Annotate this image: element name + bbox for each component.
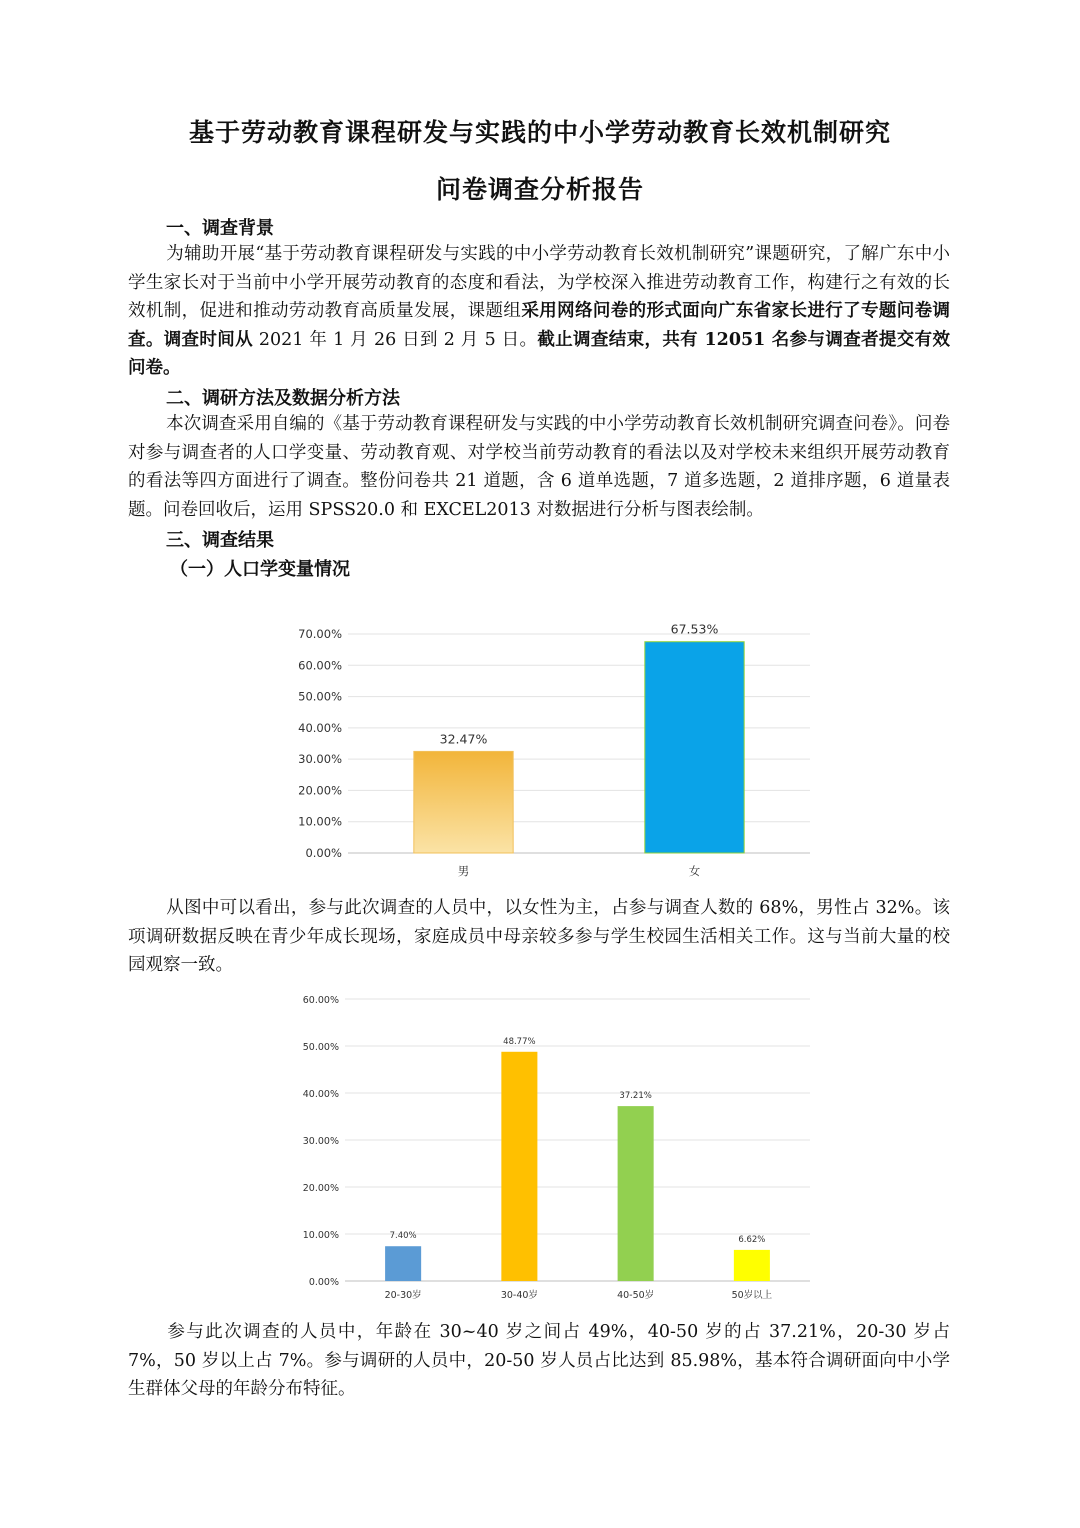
gender-bar-chart (280, 610, 820, 885)
y-tick-label: 20.00% (298, 783, 342, 798)
x-tick-label: 男 (457, 864, 470, 878)
y-tick-label: 30.00% (298, 752, 342, 767)
y-tick-label: 0.00% (305, 846, 342, 860)
data-label: 7.40% (389, 1231, 417, 1242)
x-tick-label: 50岁以上 (731, 1290, 773, 1301)
section3-heading: 三、调查结果 (166, 530, 274, 551)
data-label: 32.47% (439, 731, 488, 747)
report-title-line1: 基于劳动教育课程研发与实践的中小学劳动教育长效机制研究 (188, 118, 891, 147)
s1-text-b: 采用网络问卷的形式面向广东省家长进行了专题问卷调查。调查时间从 (128, 301, 950, 350)
y-tick-label: 60.00% (302, 995, 339, 1006)
data-label: 6.62% (738, 1234, 766, 1245)
section1-heading: 一、调查背景 (166, 218, 274, 239)
age-text: 参与此次调查的人员中，年龄在 30~40 岁之间占 49%，40-50 岁的占 37.21%，20-30 岁占 7%，50 岁以上占 7%。参与调研的人员中，20-50 岁人员占比达到 85.98%，基本符合调研面向中小学生群体父母的年龄分布特征。 (128, 1322, 950, 1399)
s1-text-a: 为辅助开展“基于劳动教育课程研发与实践的中小学劳动教育长效机制研究”课题研究，了解广东中小学生家长对于当前中小学开展劳动教育的态度和看法，为学校深入推进劳动教育工作，构建行之有效的长效机制，促进和推动劳动教育高质量发展，课题组 (128, 244, 950, 321)
data-label: 67.53% (670, 621, 719, 637)
data-label: 37.21% (619, 1091, 652, 1102)
s2-text: 本次调查采用自编的《基于劳动教育课程研发与实践的中小学劳动教育长效机制研究调查问卷》。问卷对参与调查者的人口学变量、劳动教育观、对学校当前劳动教育的看法以及对学校未来组织开展劳动教育的看法等四方面进行了调查。整份问卷共 21 道题，含 6 道单选题，7 道多选题，2 道排序题，6 道量表题。问卷回收后，运用 SPSS20.0 和 EXCEL2013 对数据进行分析与图表绘制。 (128, 414, 950, 520)
y-tick-label: 20.00% (302, 1183, 339, 1194)
bar-50岁以上 (734, 1250, 770, 1281)
report-title-line2: 问卷调查分析报告 (435, 175, 644, 204)
y-tick-label: 50.00% (302, 1042, 339, 1053)
data-label: 48.77% (503, 1036, 536, 1047)
x-tick-label: 20-30岁 (384, 1290, 422, 1301)
y-tick-label: 10.00% (298, 814, 342, 829)
section1-paragraph (128, 240, 950, 383)
y-tick-label: 60.00% (298, 658, 342, 673)
gender-text: 从图中可以看出，参与此次调查的人员中，以女性为主，占参与调查人数的 68%，男性占 32%。该项调研数据反映在青少年成长现场，家庭成员中母亲较多参与学生校园生活相关工作。这与当前大量的校园观察一致。 (128, 898, 950, 975)
gender-analysis-paragraph (128, 894, 950, 980)
s1-text-c: 2021 年 1 月 26 日到 2 月 5 日。 (252, 329, 538, 350)
y-tick-label: 70.00% (298, 627, 342, 641)
y-tick-label: 50.00% (298, 689, 342, 704)
bar-女 (645, 642, 744, 853)
section2-paragraph (128, 410, 950, 524)
bar-40-50岁 (618, 1106, 654, 1281)
age-analysis-paragraph (128, 1318, 950, 1404)
bar-30-40岁 (501, 1052, 537, 1281)
y-tick-label: 10.00% (302, 1230, 339, 1241)
y-tick-label: 40.00% (302, 1089, 339, 1100)
x-tick-label: 女 (688, 864, 701, 878)
age-bar-chart (290, 985, 820, 1305)
section3-subheading: （一）人口学变量情况 (170, 559, 350, 580)
y-tick-label: 40.00% (298, 720, 342, 735)
bar-20-30岁 (385, 1246, 421, 1281)
bar-男 (414, 751, 513, 853)
y-tick-label: 30.00% (302, 1136, 339, 1147)
s1-text-d: 截止调查结束，共有 12051 名参与调查者提交有效问卷。 (128, 329, 950, 378)
x-tick-label: 40-50岁 (617, 1290, 655, 1301)
y-tick-label: 0.00% (308, 1277, 339, 1288)
x-tick-label: 30-40岁 (500, 1290, 538, 1301)
section2-heading: 二、调研方法及数据分析方法 (166, 388, 400, 409)
